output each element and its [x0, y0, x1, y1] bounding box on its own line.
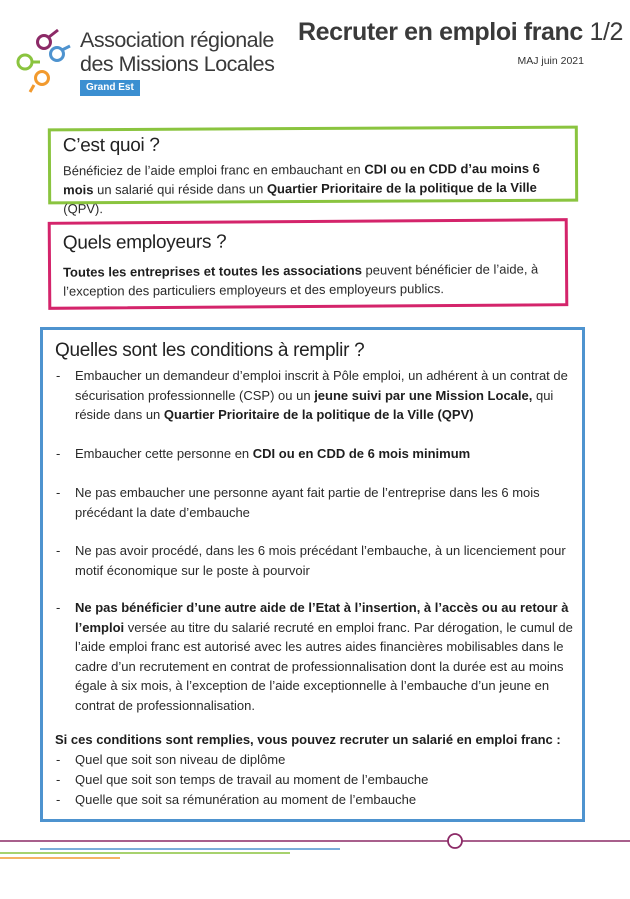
text-span: Ne pas embaucher une personne ayant fait partie de l’entreprise dans les 6 mois précédant la date d’embauche	[75, 485, 540, 520]
section-what-is-it	[48, 126, 578, 217]
text-span: peuvent bénéficier de l’aide, à l’exception des particuliers employeurs et des employeurs publics.	[63, 261, 539, 299]
section-conditions	[40, 327, 585, 822]
bullet-marker: -	[56, 543, 61, 558]
bullet-marker: -	[56, 772, 61, 787]
title-main: Recruter en emploi franc	[298, 18, 583, 46]
bullet-marker: -	[56, 600, 61, 615]
org-name-line1: Association régionale	[80, 28, 274, 52]
condition-item	[43, 483, 575, 522]
bullet-marker: -	[56, 368, 61, 383]
org-region-badge: Grand Est	[80, 80, 140, 96]
summary-item	[43, 770, 575, 790]
section-text	[63, 259, 563, 300]
text-bold: Ne pas bénéficier d’une autre aide de l’Etat à l’insertion, à l’accès ou au retour à l’emploi	[75, 600, 569, 635]
bullet-marker: -	[56, 446, 61, 461]
page-number: 1/2	[589, 18, 624, 46]
text-bold: CDI ou en CDD de 6 mois minimum	[252, 446, 471, 461]
section-heading: Quels employeurs ?	[62, 231, 227, 254]
condition-item	[43, 366, 575, 425]
text-bold: jeune suivi par une Mission Locale,	[314, 387, 533, 403]
bullet-marker: -	[56, 792, 61, 807]
section-employers	[48, 218, 569, 310]
text-span: Embaucher un demandeur d’emploi inscrit à Pôle emploi, un adhérent à un contrat de sécurisation professionnelle (CSP) ou un	[75, 368, 568, 403]
footer-decoration	[0, 830, 630, 870]
condition-item	[43, 444, 575, 464]
document-title	[298, 18, 623, 47]
summary-item	[43, 750, 575, 770]
text-span: un salarié qui réside dans un	[93, 181, 267, 198]
org-logo	[12, 18, 275, 108]
condition-item	[43, 598, 575, 715]
text-span: Quel que soit son temps de travail au moment de l’embauche	[75, 772, 429, 787]
text-bold: Quartier Prioritaire de la politique de la Ville (QPV)	[163, 407, 474, 422]
text-span: Embaucher cette personne en	[75, 446, 253, 461]
section-heading: C’est quoi ?	[62, 134, 160, 157]
section-heading: Quelles sont les conditions à remplir ?	[55, 340, 365, 361]
bullet-marker: -	[56, 485, 61, 500]
text-bold: Quartier Prioritaire de la politique de la Ville	[266, 179, 537, 197]
section-text	[63, 159, 573, 219]
update-date: MAJ juin 2021	[517, 55, 584, 67]
condition-item	[43, 541, 575, 580]
text-span: versée au titre du salarié recruté en emploi franc. Par dérogation, le cumul de l’aide emploi franc est autorisé avec les autres aides financières mobilisables dans le cadre d’un recrutement en contrat de professionnalisation dont la durée est au moins égale à six mois, à l’exception de l’aide exceptionnelle à l’embauche d’un jeune en contrat de professionnalisation.	[75, 619, 573, 713]
logo-emblem-icon	[12, 18, 78, 108]
text-span: (QPV).	[63, 201, 103, 217]
text-span: Ne pas avoir procédé, dans les 6 mois précédant l’embauche, à un licenciement pour motif économique sur le poste à pourvoir	[75, 543, 566, 578]
text-bold: Toutes les entreprises et toutes les associations	[62, 262, 362, 280]
summary-item	[43, 790, 575, 810]
org-name-line2: des Missions Locales	[80, 52, 275, 76]
summary-title: Si ces conditions sont remplies, vous pouvez recruter un salarié en emploi franc :	[55, 732, 561, 747]
footer-circle	[448, 834, 462, 848]
text-bold: CDI ou en CDD d’au moins 6 mois	[63, 160, 540, 198]
text-span: Quelle que soit sa rémunération au moment de l’embauche	[75, 792, 417, 807]
text-span: Quel que soit son niveau de diplôme	[75, 752, 286, 767]
text-span: qui réside dans un	[75, 387, 554, 422]
bullet-marker: -	[56, 752, 61, 767]
text-span: Bénéficiez de l’aide emploi franc en embauchant en	[62, 161, 365, 179]
